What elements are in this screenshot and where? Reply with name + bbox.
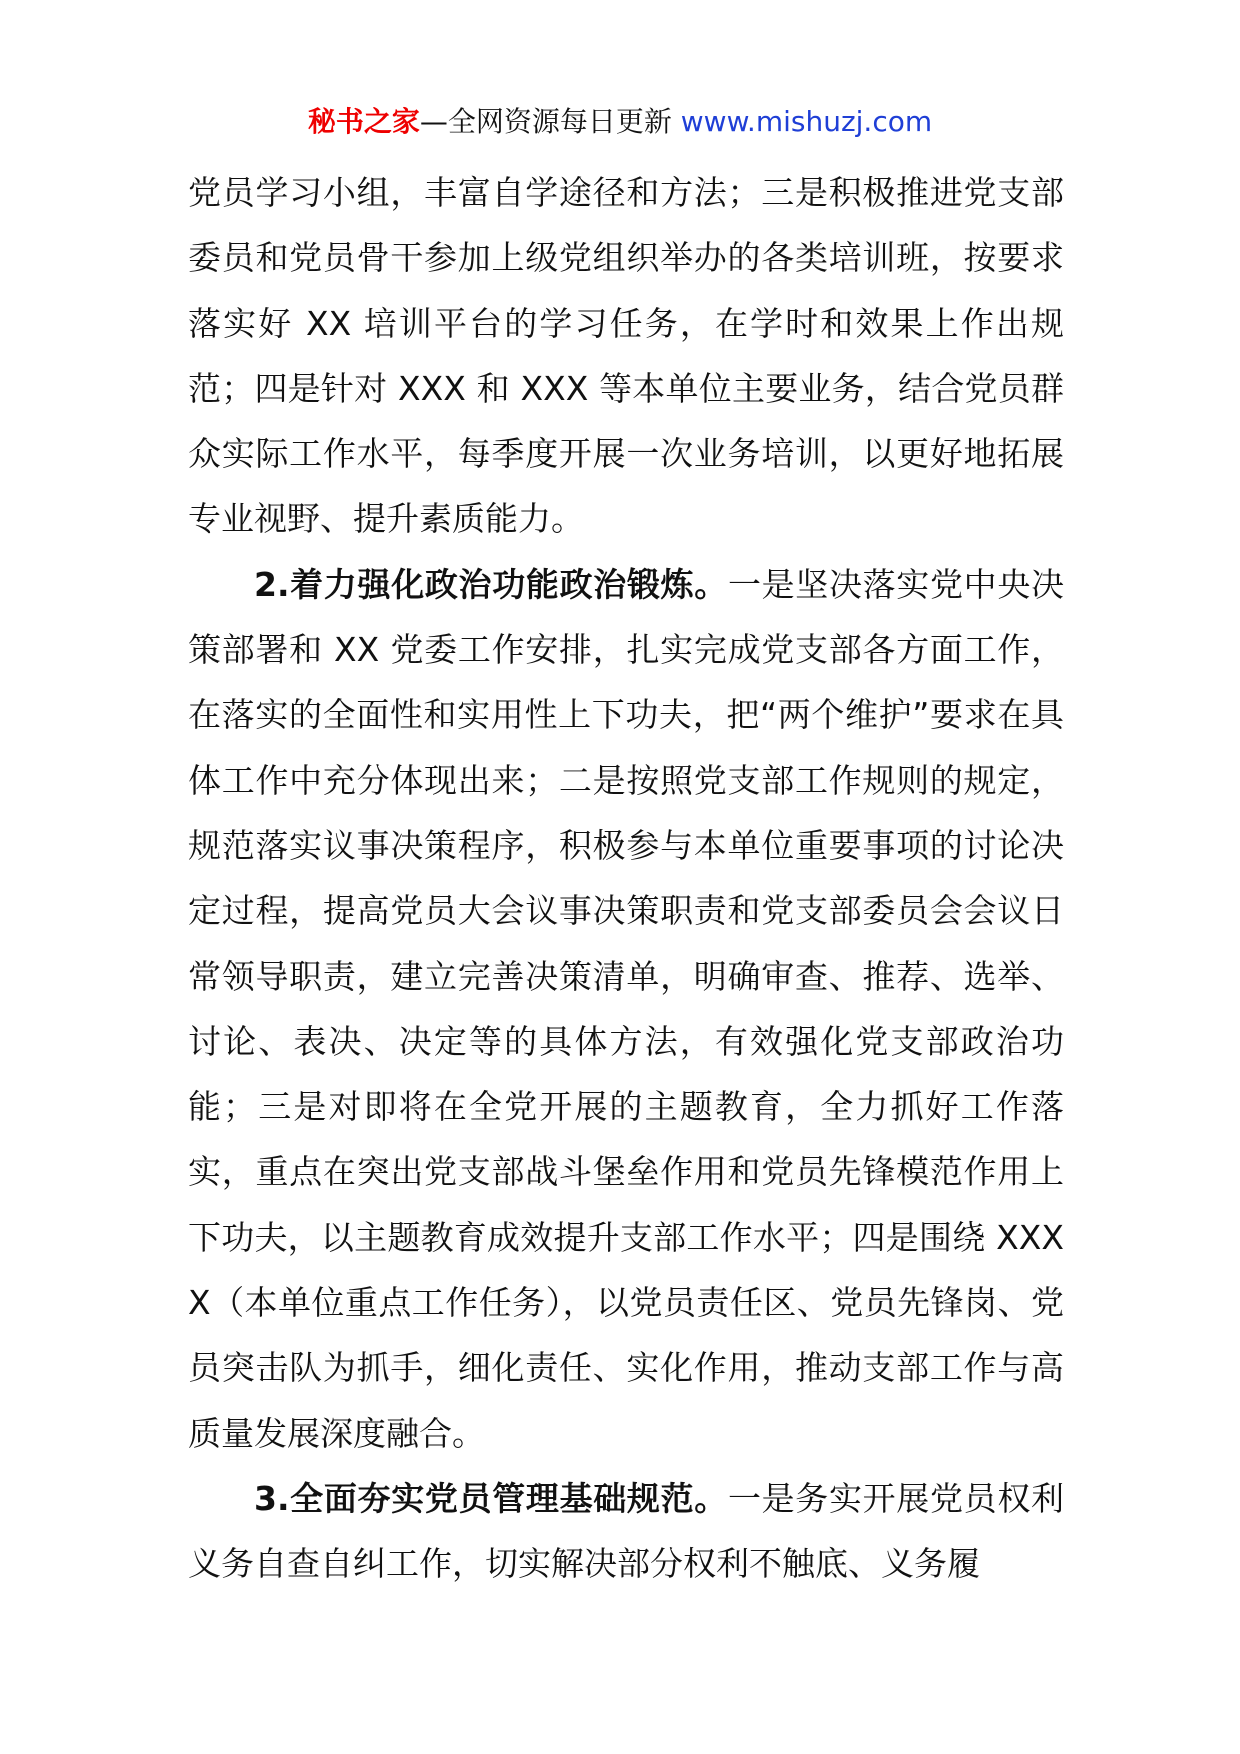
- paragraph-text: 一是坚决落实党中央决策部署和 XX 党委工作安排，扎实完成党支部各方面工作，在落实的全面性和实用性上下功夫，把“两个维护”要求在具体工作中充分体现出来；二是按照党支部工作规则的规定，规范落实议事决策程序，积极参与本单位重要事项的讨论决定过程，提高党员大会议事决策职责和党支部委员会会议日常领导职责，建立完善决策清单，明确审查、推荐、选举、讨论、表决、决定等的具体方法，有效强化党支部政治功能；三是对即将在全党开展的主题教育，全力抓好工作落实，重点在突出党支部战斗堡垒作用和党员先锋模范作用上下功夫，以主题教育成效提升支部工作水平；四是围绕 XXXX（本单位重点工作任务），以党员责任区、党员先锋岗、党员突击队为抓手，细化责任、实化作用，推动支部工作与高质量发展深度融合。: [188, 564, 1065, 1453]
- section-heading: 2.着力强化政治功能政治锻炼。: [254, 564, 728, 604]
- section-heading: 3.全面夯实党员管理基础规范。: [254, 1478, 728, 1518]
- paragraph-continued: [188, 160, 1064, 552]
- site-brand: 秘书之家: [307, 105, 420, 138]
- paragraph-text: 党员学习小组，丰富自学途径和方法；三是积极推进党支部委员和党员骨干参加上级党组织举办的各类培训班，按要求落实好 XX 培训平台的学习任务，在学时和效果上作出规范；四是针对 XXX 和 XXX 等本单位主要业务，结合党员群众实际工作水平，每季度开展一次业务培训，以更好地拓展专业视野、提升素质能力。: [188, 173, 1064, 539]
- paragraph-section-3: [188, 1466, 1064, 1597]
- site-tagline: —全网资源每日更新: [419, 105, 681, 138]
- site-url-link[interactable]: www.mishuzj.com: [680, 105, 933, 138]
- paragraph-text: 一是务实开展党员权利义务自查自纠工作，切实解决部分权利不触底、义务履: [188, 1478, 1065, 1584]
- document-body: [188, 160, 1064, 1597]
- site-watermark-header: [0, 102, 1240, 142]
- paragraph-section-2: [188, 552, 1064, 1466]
